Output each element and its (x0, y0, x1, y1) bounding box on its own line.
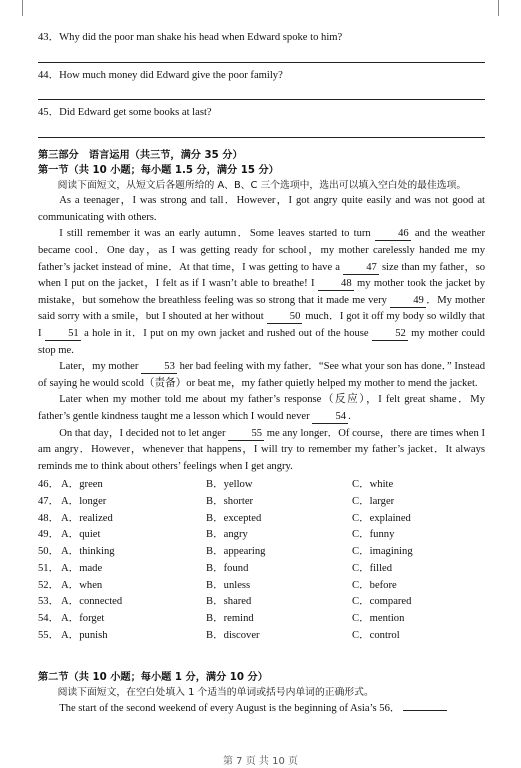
blank-47[interactable]: 47 (343, 262, 379, 275)
option-row-54 (38, 611, 485, 628)
option-number: 55． (38, 629, 60, 641)
text: my mother could stop me. (38, 328, 485, 356)
option-number: 46． (38, 479, 60, 491)
passage-paragraph-5 (38, 426, 485, 476)
text: a hole in it．I put on my own jacket and rushed out of the house (84, 328, 369, 340)
option-c[interactable]: C．before (352, 579, 397, 591)
option-row-50 (38, 544, 485, 561)
crop-mark-right (498, 0, 513, 16)
option-row-55 (38, 628, 485, 645)
option-a[interactable]: A．thinking (61, 546, 115, 558)
blank-53[interactable]: 53 (141, 361, 177, 374)
option-number: 49． (38, 529, 60, 541)
blank-56[interactable] (403, 710, 447, 711)
option-c[interactable]: C．control (352, 629, 400, 641)
blank-50[interactable]: 50 (267, 311, 303, 324)
blank-52[interactable]: 52 (372, 328, 408, 341)
text: Later，my mother (59, 361, 139, 373)
passage-paragraph-2 (38, 226, 485, 359)
section1-title: 第一节（共 10 小题；每小题 1.5 分，满分 15 分） (38, 164, 279, 176)
text: much．I got it off my body so wildly that I (38, 311, 485, 340)
answer-line-43[interactable] (38, 47, 485, 63)
option-number: 52． (38, 579, 60, 591)
option-b[interactable]: B．excepted (206, 512, 262, 524)
option-b[interactable]: B．remind (206, 612, 254, 624)
option-row-48 (38, 511, 485, 528)
option-row-49 (38, 527, 485, 544)
text: I still remember it was an early autumn．Some leaves started to turn (59, 228, 371, 240)
option-row-52 (38, 578, 485, 595)
option-c[interactable]: C．larger (352, 496, 395, 508)
blank-54[interactable]: 54 (312, 411, 348, 424)
option-c[interactable]: C．mention (352, 612, 405, 624)
passage-paragraph-1: As a teenager，I was strong and tall．However，I got angry quite easily and was not good at communicating with others. (38, 195, 485, 223)
page-number: 第 7 页 共 10 页 (223, 756, 298, 767)
option-b[interactable]: B．shorter (206, 496, 254, 508)
question-44: 44．How much money did Edward give the poor family? (38, 69, 283, 81)
option-c[interactable]: C．filled (352, 562, 393, 574)
passage-paragraph-3 (38, 359, 485, 392)
section2-title: 第二节（共 10 小题；每小题 1 分，满分 10 分） (38, 672, 268, 684)
question-45: 45．Did Edward get some books at last? (38, 107, 212, 119)
text: Later when my mother told me about my father’s response（反应），I felt great shame．My father’s gentle kindness taught me a lesson which I would never (38, 394, 485, 422)
option-row-46 (38, 477, 485, 494)
blank-46[interactable]: 46 (375, 228, 411, 241)
option-a[interactable]: A．made (61, 562, 103, 574)
section2-passage-line (38, 701, 485, 718)
option-number: 51． (38, 562, 60, 574)
blank-51[interactable]: 51 (45, 328, 81, 341)
blank-49[interactable]: 49 (390, 295, 426, 308)
option-number: 53． (38, 596, 60, 608)
option-c[interactable]: C．funny (352, 529, 395, 541)
text: her bad feeling with my father．“See what your son has done．” Instead of saying he would scold（责备）or beat me，my father quietly helped my mother to mend the jacket. (38, 361, 486, 389)
answer-line-44[interactable] (38, 84, 485, 100)
option-row-53 (38, 594, 485, 611)
text: The start of the second weekend of every August is the beginning of Asia’s 56． (59, 702, 401, 714)
blank-55[interactable]: 55 (228, 428, 264, 441)
options-list (38, 477, 485, 644)
option-a[interactable]: A．longer (61, 496, 107, 508)
option-b[interactable]: B．yellow (206, 479, 253, 491)
text: my mother took the jacket by mistake，but somehow the breathless feeling was so strong that it made me very (38, 278, 485, 306)
option-number: 50． (38, 546, 60, 558)
answer-line-45[interactable] (38, 122, 485, 138)
option-b[interactable]: B．angry (206, 529, 248, 541)
option-number: 47． (38, 496, 60, 508)
text: me any longer．Of course，there are times when I am angry．However，whenever that happens，I will try to remember my father’s jacket．It always reminds me to think about others’ feelings when I get angry. (38, 427, 486, 472)
text: . (348, 411, 351, 422)
question-43: 43．Why did the poor man shake his head when Edward spoke to him? (38, 32, 343, 43)
text: and the weather became cool．One day，as I was getting ready for school，my mother carelessly handed me my father’s jacket instead of mine．At that time，I was getting to have a (38, 228, 485, 273)
crop-mark-left (8, 0, 23, 16)
option-c[interactable]: C．explained (352, 512, 411, 524)
option-a[interactable]: A．forget (61, 612, 105, 624)
text: ．My mother said sorry with a smile，but I shouted at her without (38, 294, 486, 323)
option-b[interactable]: B．appearing (206, 546, 266, 558)
part3-title: 第三部分 语言运用（共三节，满分 35 分） (38, 149, 243, 161)
option-a[interactable]: A．realized (61, 512, 113, 524)
option-number: 54． (38, 612, 60, 624)
option-b[interactable]: B．found (206, 562, 249, 574)
text: size than my father，so when I put on the jacket，I felt as if I wasn’t able to breathe! I (38, 261, 486, 290)
option-row-47 (38, 494, 485, 511)
exam-page (38, 30, 485, 717)
option-a[interactable]: A．punish (61, 629, 108, 641)
option-b[interactable]: B．discover (206, 629, 260, 641)
option-a[interactable]: A．connected (61, 596, 123, 608)
text: On that day，I decided not to let anger (59, 427, 226, 439)
option-b[interactable]: B．unless (206, 579, 251, 591)
passage-paragraph-4 (38, 392, 485, 425)
option-c[interactable]: C．white (352, 479, 394, 491)
option-c[interactable]: C．imagining (352, 546, 413, 558)
option-a[interactable]: A．when (61, 579, 103, 591)
option-number: 48． (38, 512, 60, 524)
section1-instructions: 阅读下面短文，从短文后各题所给的 A、B、C 三个选项中，选出可以填入空白处的最佳选项。 (57, 179, 467, 191)
option-a[interactable]: A．green (61, 479, 103, 491)
option-row-51 (38, 561, 485, 578)
option-a[interactable]: A．quiet (61, 529, 101, 541)
option-b[interactable]: B．shared (206, 596, 252, 608)
section2-instructions: 阅读下面短文，在空白处填入 1 个适当的单词或括号内单词的正确形式。 (57, 687, 374, 699)
blank-48[interactable]: 48 (318, 278, 354, 291)
option-c[interactable]: C．compared (352, 596, 412, 608)
